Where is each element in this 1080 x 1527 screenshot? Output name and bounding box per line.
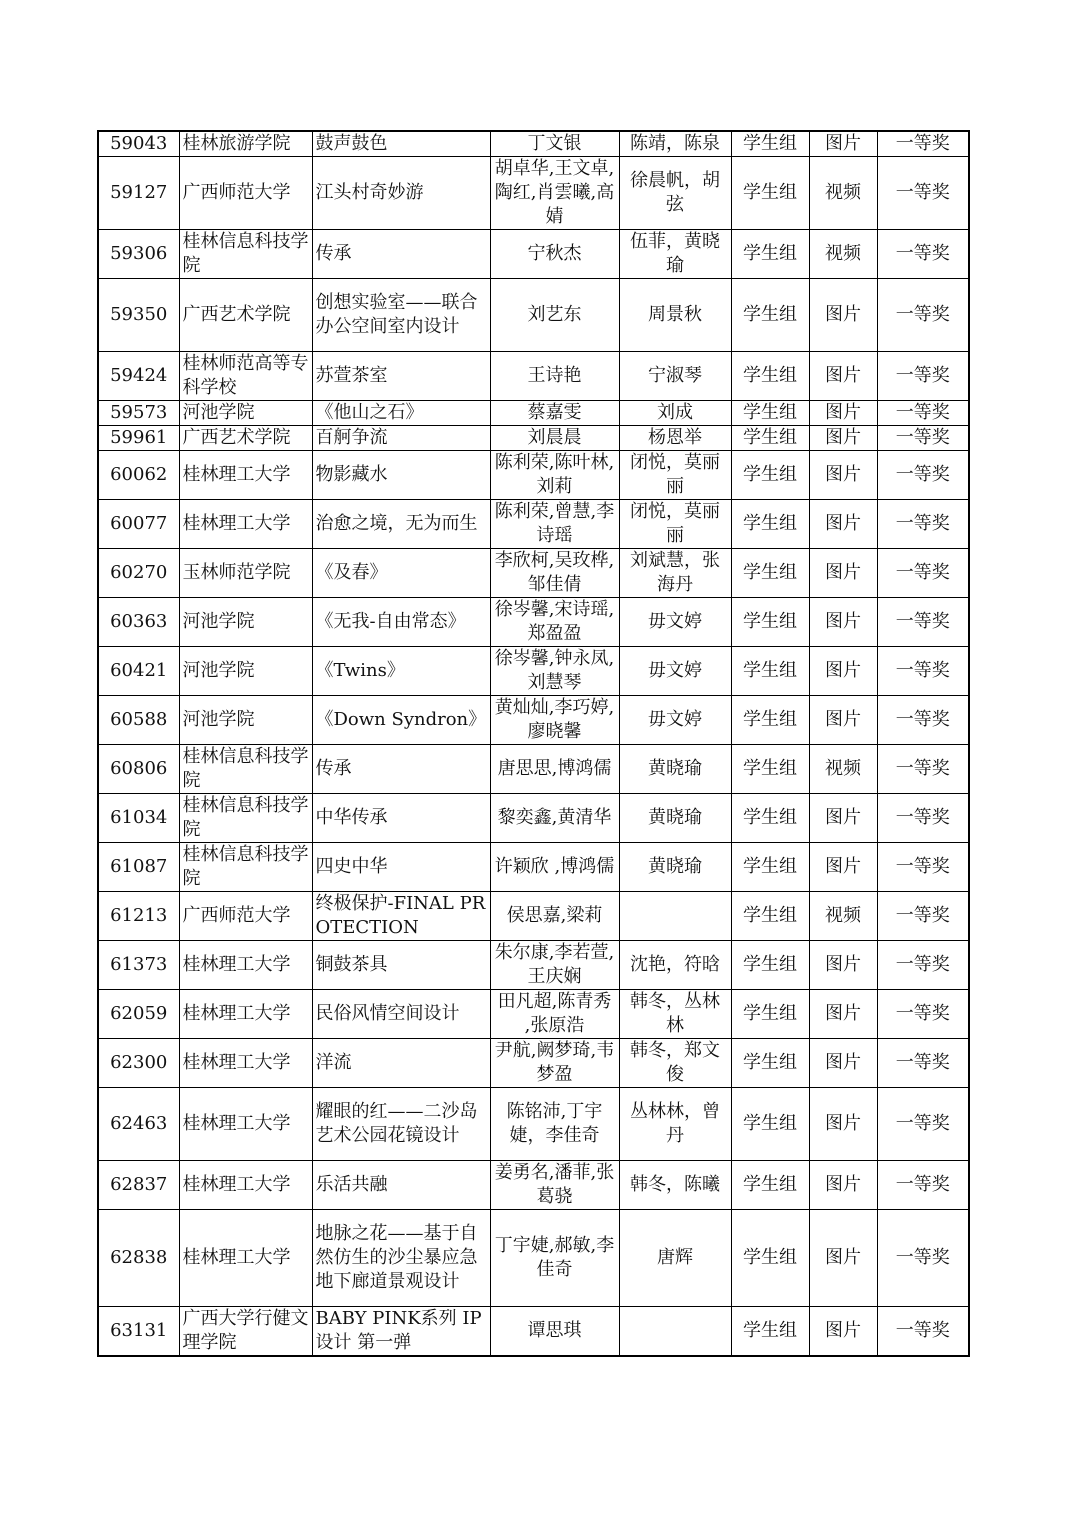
authors-cell: 徐岑馨,钟永凤,刘慧琴 [490,647,619,696]
work-title-cell: 四史中华 [312,843,490,892]
group-cell: 学生组 [731,451,809,500]
table-row [98,426,969,451]
group-cell: 学生组 [731,1088,809,1161]
advisors-cell: 周景秋 [619,279,731,352]
authors-cell: 唐思思,博鸿儒 [490,745,619,794]
work-type-cell: 视频 [809,892,877,941]
group-cell: 学生组 [731,696,809,745]
award-id-cell: 62837 [98,1161,179,1210]
table-row [98,500,969,549]
advisors-cell: 徐晨帆，胡弦 [619,157,731,230]
work-title-cell: BABY PINK系列 IP设计 第一弹 [312,1307,490,1357]
work-type-cell: 图片 [809,1039,877,1088]
authors-cell: 田凡超,陈青秀 ,张原浩 [490,990,619,1039]
award-id-cell: 59127 [98,157,179,230]
award-level-cell: 一等奖 [877,230,969,279]
advisors-cell: 闭悦，莫丽丽 [619,500,731,549]
work-title-cell: 中华传承 [312,794,490,843]
advisors-cell: 韩冬，丛林林 [619,990,731,1039]
work-type-cell: 图片 [809,401,877,426]
advisors-cell: 丛林林，曾丹 [619,1088,731,1161]
award-level-cell: 一等奖 [877,549,969,598]
group-cell: 学生组 [731,892,809,941]
award-level-cell: 一等奖 [877,941,969,990]
group-cell: 学生组 [731,990,809,1039]
school-cell: 河池学院 [179,401,312,426]
school-cell: 桂林理工大学 [179,500,312,549]
table-row [98,745,969,794]
award-id-cell: 62463 [98,1088,179,1161]
work-title-cell: 耀眼的红——二沙岛艺术公园花镜设计 [312,1088,490,1161]
advisors-cell: 闭悦，莫丽丽 [619,451,731,500]
award-id-cell: 60363 [98,598,179,647]
awards-table [97,130,970,1357]
work-type-cell: 视频 [809,745,877,794]
authors-cell: 朱尔康,李若萱,王庆娴 [490,941,619,990]
work-title-cell: 创想实验室——联合办公空间室内设计 [312,279,490,352]
school-cell: 桂林理工大学 [179,1039,312,1088]
group-cell: 学生组 [731,230,809,279]
school-cell: 广西大学行健文理学院 [179,1307,312,1357]
work-title-cell: 《他山之石》 [312,401,490,426]
work-title-cell: 地脉之花——基于自然仿生的沙尘暴应急地下廊道景观设计 [312,1210,490,1307]
table-row [98,157,969,230]
school-cell: 桂林理工大学 [179,1210,312,1307]
award-level-cell: 一等奖 [877,1088,969,1161]
group-cell: 学生组 [731,598,809,647]
group-cell: 学生组 [731,1039,809,1088]
award-level-cell: 一等奖 [877,1161,969,1210]
table-row [98,1307,969,1357]
group-cell: 学生组 [731,745,809,794]
table-row [98,892,969,941]
work-type-cell: 图片 [809,451,877,500]
authors-cell: 陈铭沛,丁宇婕，李佳奇 [490,1088,619,1161]
work-title-cell: 《及春》 [312,549,490,598]
table-row [98,549,969,598]
school-cell: 桂林理工大学 [179,1088,312,1161]
table-row [98,1210,969,1307]
award-id-cell: 62838 [98,1210,179,1307]
work-title-cell: 《Down Syndron》 [312,696,490,745]
group-cell: 学生组 [731,500,809,549]
advisors-cell: 沈艳，符晗 [619,941,731,990]
award-id-cell: 59573 [98,401,179,426]
group-cell: 学生组 [731,1210,809,1307]
work-type-cell: 图片 [809,426,877,451]
table-row [98,794,969,843]
table-row [98,598,969,647]
school-cell: 广西艺术学院 [179,426,312,451]
award-level-cell: 一等奖 [877,1039,969,1088]
school-cell: 桂林信息科技学院 [179,230,312,279]
authors-cell: 许颖欣 ,博鸿儒 [490,843,619,892]
work-title-cell: 治愈之境，无为而生 [312,500,490,549]
authors-cell: 陈利荣,曾慧,李诗瑶 [490,500,619,549]
work-type-cell: 图片 [809,990,877,1039]
award-level-cell: 一等奖 [877,157,969,230]
work-type-cell: 图片 [809,794,877,843]
authors-cell: 蔡嘉雯 [490,401,619,426]
group-cell: 学生组 [731,279,809,352]
award-id-cell: 59961 [98,426,179,451]
authors-cell: 姜勇名,潘菲,张葛骁 [490,1161,619,1210]
school-cell: 玉林师范学院 [179,549,312,598]
award-id-cell: 62300 [98,1039,179,1088]
award-level-cell: 一等奖 [877,990,969,1039]
award-level-cell: 一等奖 [877,892,969,941]
authors-cell: 谭思琪 [490,1307,619,1357]
advisors-cell: 杨恩举 [619,426,731,451]
table-row [98,1088,969,1161]
table-row [98,843,969,892]
work-title-cell: 传承 [312,230,490,279]
authors-cell: 徐岑馨,宋诗瑶,郑盈盈 [490,598,619,647]
award-id-cell: 62059 [98,990,179,1039]
group-cell: 学生组 [731,794,809,843]
school-cell: 桂林信息科技学院 [179,794,312,843]
advisors-cell: 黄晓瑜 [619,843,731,892]
award-level-cell: 一等奖 [877,401,969,426]
work-title-cell: 洋流 [312,1039,490,1088]
work-type-cell: 图片 [809,500,877,549]
group-cell: 学生组 [731,1161,809,1210]
advisors-cell: 韩冬，陈曦 [619,1161,731,1210]
work-type-cell: 图片 [809,549,877,598]
school-cell: 广西师范大学 [179,892,312,941]
award-level-cell: 一等奖 [877,1210,969,1307]
work-title-cell: 乐活共融 [312,1161,490,1210]
advisors-cell: 伍菲，黄晓瑜 [619,230,731,279]
school-cell: 广西艺术学院 [179,279,312,352]
advisors-cell [619,1307,731,1357]
table-row [98,230,969,279]
authors-cell: 王诗艳 [490,352,619,401]
school-cell: 广西师范大学 [179,157,312,230]
award-level-cell: 一等奖 [877,843,969,892]
award-id-cell: 61373 [98,941,179,990]
work-type-cell: 图片 [809,1307,877,1357]
group-cell: 学生组 [731,549,809,598]
advisors-cell: 毋文婷 [619,696,731,745]
advisors-cell: 刘斌慧，张海丹 [619,549,731,598]
school-cell: 河池学院 [179,696,312,745]
award-level-cell: 一等奖 [877,745,969,794]
award-id-cell: 60806 [98,745,179,794]
award-level-cell: 一等奖 [877,794,969,843]
work-type-cell: 图片 [809,1161,877,1210]
table-row [98,279,969,352]
award-level-cell: 一等奖 [877,647,969,696]
table-row [98,990,969,1039]
school-cell: 桂林信息科技学院 [179,843,312,892]
advisors-cell: 毋文婷 [619,598,731,647]
work-type-cell: 图片 [809,598,877,647]
table-row [98,131,969,157]
school-cell: 桂林理工大学 [179,990,312,1039]
work-title-cell: 终极保护-FINAL PROTECTION [312,892,490,941]
award-level-cell: 一等奖 [877,598,969,647]
award-id-cell: 59424 [98,352,179,401]
group-cell: 学生组 [731,647,809,696]
table-row [98,401,969,426]
advisors-cell [619,892,731,941]
authors-cell: 胡卓华,王文卓,陶红,肖雲曦,高婧 [490,157,619,230]
group-cell: 学生组 [731,426,809,451]
work-type-cell: 图片 [809,1088,877,1161]
work-title-cell: 江头村奇妙游 [312,157,490,230]
award-level-cell: 一等奖 [877,696,969,745]
award-id-cell: 59043 [98,131,179,157]
award-level-cell: 一等奖 [877,426,969,451]
award-level-cell: 一等奖 [877,451,969,500]
group-cell: 学生组 [731,131,809,157]
award-id-cell: 60270 [98,549,179,598]
authors-cell: 黄灿灿,李巧婷,廖晓馨 [490,696,619,745]
work-title-cell: 苏萱茶室 [312,352,490,401]
advisors-cell: 唐辉 [619,1210,731,1307]
authors-cell: 陈利荣,陈叶林,刘莉 [490,451,619,500]
advisors-cell: 宁淑琴 [619,352,731,401]
table-row [98,1039,969,1088]
work-title-cell: 《无我-自由常态》 [312,598,490,647]
work-title-cell: 铜鼓茶具 [312,941,490,990]
group-cell: 学生组 [731,401,809,426]
advisors-cell: 黄晓瑜 [619,745,731,794]
work-title-cell: 民俗风情空间设计 [312,990,490,1039]
authors-cell: 刘晨晨 [490,426,619,451]
award-id-cell: 59350 [98,279,179,352]
award-level-cell: 一等奖 [877,279,969,352]
school-cell: 河池学院 [179,647,312,696]
group-cell: 学生组 [731,843,809,892]
authors-cell: 宁秋杰 [490,230,619,279]
awards-table-body [98,131,969,1356]
award-level-cell: 一等奖 [877,1307,969,1357]
work-type-cell: 图片 [809,696,877,745]
award-id-cell: 60077 [98,500,179,549]
table-row [98,647,969,696]
work-type-cell: 图片 [809,941,877,990]
award-id-cell: 61087 [98,843,179,892]
work-type-cell: 图片 [809,131,877,157]
authors-cell: 丁文银 [490,131,619,157]
authors-cell: 黎奕鑫,黄清华 [490,794,619,843]
award-id-cell: 60588 [98,696,179,745]
school-cell: 桂林信息科技学院 [179,745,312,794]
work-type-cell: 视频 [809,157,877,230]
school-cell: 桂林理工大学 [179,451,312,500]
authors-cell: 李欣柯,吴玫桦,邹佳倩 [490,549,619,598]
table-row [98,1161,969,1210]
table-row [98,451,969,500]
advisors-cell: 毋文婷 [619,647,731,696]
group-cell: 学生组 [731,1307,809,1357]
award-level-cell: 一等奖 [877,131,969,157]
work-title-cell: 百舸争流 [312,426,490,451]
work-type-cell: 图片 [809,843,877,892]
award-id-cell: 63131 [98,1307,179,1357]
award-id-cell: 60062 [98,451,179,500]
table-row [98,941,969,990]
authors-cell: 刘艺东 [490,279,619,352]
award-level-cell: 一等奖 [877,500,969,549]
work-title-cell: 物影藏水 [312,451,490,500]
table-row [98,352,969,401]
work-type-cell: 图片 [809,1210,877,1307]
school-cell: 河池学院 [179,598,312,647]
award-id-cell: 59306 [98,230,179,279]
advisors-cell: 刘成 [619,401,731,426]
advisors-cell: 陈靖，陈泉 [619,131,731,157]
award-level-cell: 一等奖 [877,352,969,401]
work-type-cell: 视频 [809,230,877,279]
school-cell: 桂林旅游学院 [179,131,312,157]
work-type-cell: 图片 [809,279,877,352]
work-title-cell: 传承 [312,745,490,794]
work-type-cell: 图片 [809,352,877,401]
work-type-cell: 图片 [809,647,877,696]
authors-cell: 尹航,阙梦琦,韦梦盈 [490,1039,619,1088]
work-title-cell: 鼓声鼓色 [312,131,490,157]
school-cell: 桂林师范高等专科学校 [179,352,312,401]
school-cell: 桂林理工大学 [179,941,312,990]
group-cell: 学生组 [731,941,809,990]
advisors-cell: 黄晓瑜 [619,794,731,843]
authors-cell: 丁宇婕,郝敏,李佳奇 [490,1210,619,1307]
table-row [98,696,969,745]
school-cell: 桂林理工大学 [179,1161,312,1210]
authors-cell: 侯思嘉,梁莉 [490,892,619,941]
award-id-cell: 61213 [98,892,179,941]
work-title-cell: 《Twins》 [312,647,490,696]
award-id-cell: 60421 [98,647,179,696]
award-id-cell: 61034 [98,794,179,843]
advisors-cell: 韩冬，郑文俊 [619,1039,731,1088]
group-cell: 学生组 [731,352,809,401]
group-cell: 学生组 [731,157,809,230]
